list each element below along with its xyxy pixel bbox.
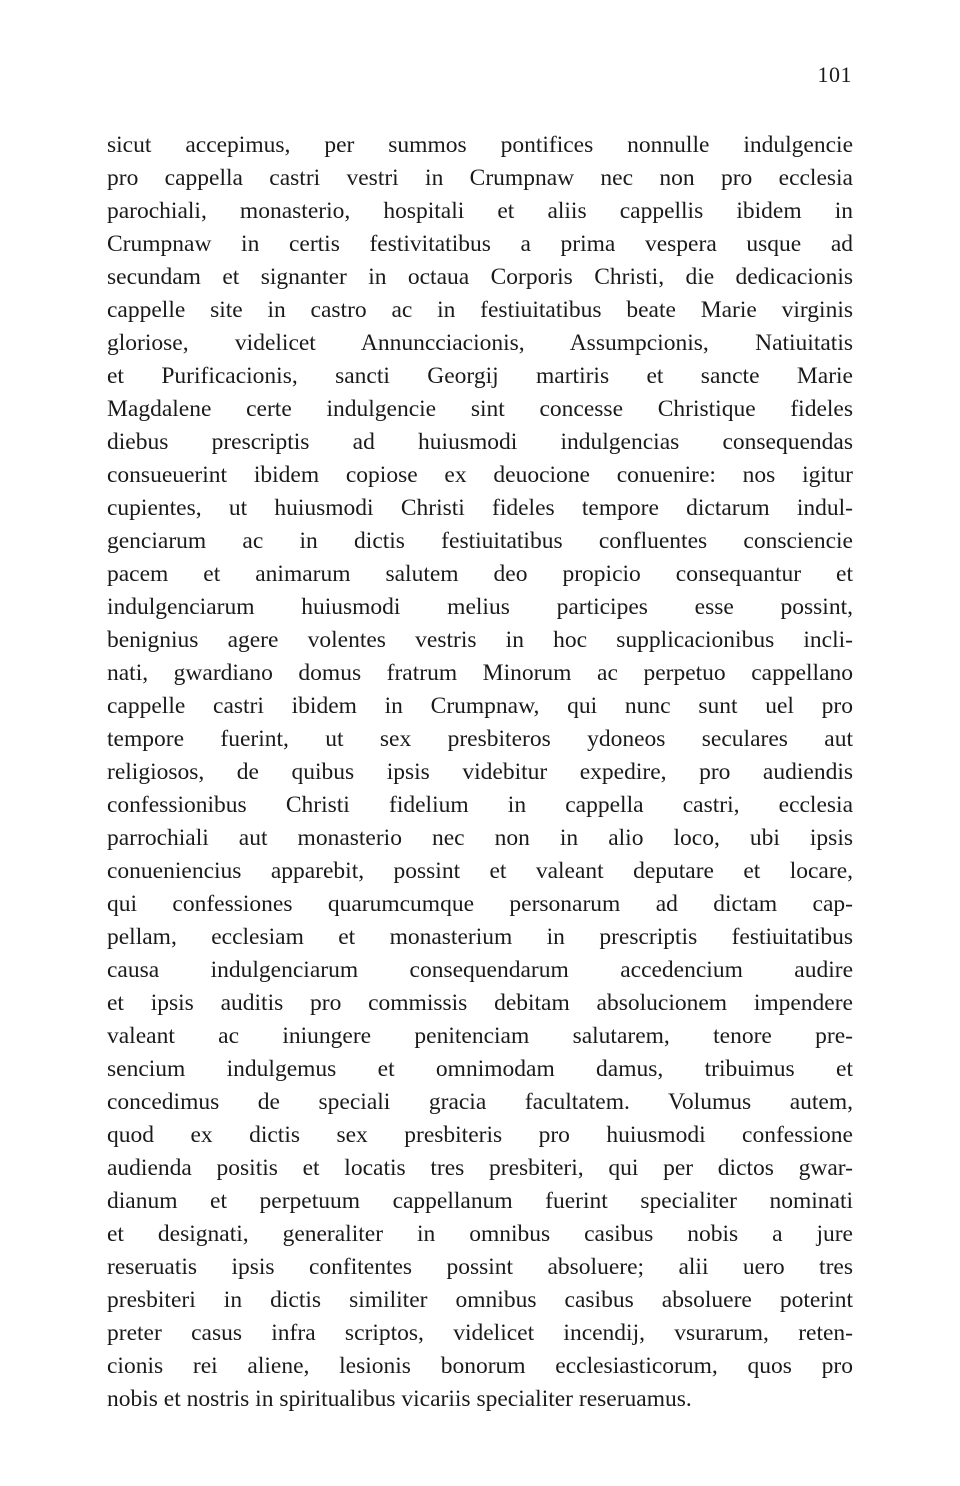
text-line: et designati, generaliter in omnibus casibus nobis a jure: [107, 1221, 853, 1247]
text-line: indulgenciarum huiusmodi melius participes esse possint,: [107, 594, 853, 620]
text-line: parochiali, monasterio, hospitali et aliis cappellis ibidem in: [107, 198, 853, 224]
text-line: secundam et signanter in octaua Corporis Christi, die dedicacionis: [107, 264, 853, 290]
text-line: cionis rei aliene, lesionis bonorum ecclesiasticorum, quos pro: [107, 1353, 853, 1379]
text-line: pellam, ecclesiam et monasterium in prescriptis festiuitatibus: [107, 924, 853, 950]
text-line: et Purificacionis, sancti Georgij martiris et sancte Marie: [107, 363, 853, 389]
text-line: parrochiali aut monasterio nec non in alio loco, ubi ipsis: [107, 825, 853, 851]
text-line: genciarum ac in dictis festiuitatibus confluentes consciencie: [107, 528, 853, 554]
text-line: audienda positis et locatis tres presbiteri, qui per dictos gwar-: [107, 1155, 853, 1181]
text-line: presbiteri in dictis similiter omnibus casibus absoluere poterint: [107, 1287, 853, 1313]
text-line: pacem et animarum salutem deo propicio consequantur et: [107, 561, 853, 587]
text-line: Crumpnaw in certis festivitatibus a prima vespera usque ad: [107, 231, 853, 257]
text-line: benignius agere volentes vestris in hoc supplicacionibus incli-: [107, 627, 853, 653]
text-line: et ipsis auditis pro commissis debitam absolucionem impendere: [107, 990, 853, 1016]
text-line: cappelle site in castro ac in festiuitatibus beate Marie virginis: [107, 297, 853, 323]
text-line: sicut accepimus, per summos pontifices nonnulle indulgencie: [107, 132, 853, 158]
text-line: reseruatis ipsis confitentes possint absoluere; alii uero tres: [107, 1254, 853, 1280]
page-number: 101: [817, 62, 852, 87]
text-line: consueuerint ibidem copiose ex deuocione conuenire: nos igitur: [107, 462, 853, 488]
text-line: nati, gwardiano domus fratrum Minorum ac perpetuo cappellano: [107, 660, 853, 686]
text-line: causa indulgenciarum consequendarum accedencium audire: [107, 957, 853, 983]
text-line: tempore fuerint, ut sex presbiteros ydoneos seculares aut: [107, 726, 853, 752]
text-line: sencium indulgemus et omnimodam damus, tribuimus et: [107, 1056, 853, 1082]
text-line: pro cappella castri vestri in Crumpnaw nec non pro ecclesia: [107, 165, 853, 191]
text-line: confessionibus Christi fidelium in cappella castri, ecclesia: [107, 792, 853, 818]
text-line: qui confessiones quarumcumque personarum ad dictam cap-: [107, 891, 853, 917]
body-text: [107, 129, 853, 1416]
text-line: religiosos, de quibus ipsis videbitur expedire, pro audiendis: [107, 759, 853, 785]
text-line: cappelle castri ibidem in Crumpnaw, qui nunc sunt uel pro: [107, 693, 853, 719]
text-line: dianum et perpetuum cappellanum fuerint specialiter nominati: [107, 1188, 853, 1214]
text-line: preter casus infra scriptos, videlicet incendij, vsurarum, reten-: [107, 1320, 853, 1346]
text-line: concedimus de speciali gracia facultatem. Volumus autem,: [107, 1089, 853, 1115]
text-line: conueniencius apparebit, possint et valeant deputare et locare,: [107, 858, 853, 884]
text-line: cupientes, ut huiusmodi Christi fideles tempore dictarum indul-: [107, 495, 853, 521]
text-line: nobis et nostris in spiritualibus vicariis specialiter reseruamus.: [107, 1386, 692, 1412]
text-line: quod ex dictis sex presbiteris pro huiusmodi confessione: [107, 1122, 853, 1148]
text-line: valeant ac iniungere penitenciam salutarem, tenore pre-: [107, 1023, 853, 1049]
text-line: Magdalene certe indulgencie sint concesse Christique fideles: [107, 396, 853, 422]
text-line: gloriose, videlicet Annuncciacionis, Assumpcionis, Natiuitatis: [107, 330, 853, 356]
text-line: diebus prescriptis ad huiusmodi indulgencias consequendas: [107, 429, 853, 455]
